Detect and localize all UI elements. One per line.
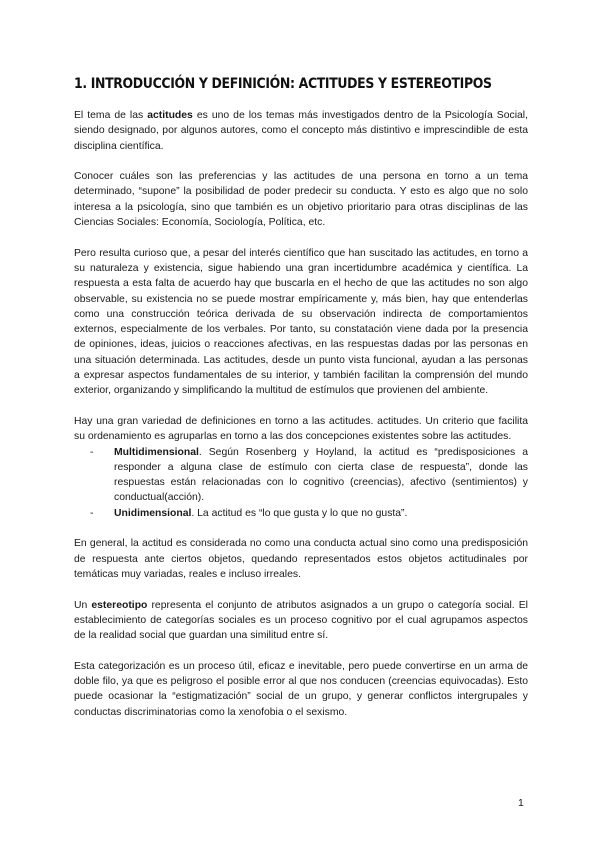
list-item [74, 506, 528, 521]
definition-list [74, 445, 528, 521]
list-dash: - [90, 446, 94, 458]
paragraph-3: Pero resulta curioso que, a pesar del interés científico que han suscitado las actitudes, en torno a su naturaleza y existencia, sigue habiendo una gran incertidumbre académica y científica. La respuesta a esta falta de acuerdo hay que buscarla en el hecho de que las actitudes no son algo observable, su existencia no se puede mostrar empíricamente y, más bien, hay que entenderlas como una construcción teórica derivada de su observación indirecta de comportamientos externos, especialmente de los verbales. Por tanto, su constatación viene dada por la presencia de opiniones, ideas, juicios o reacciones afectivas, en las respuestas dadas por las personas en una situación determinada. Las actitudes, desde un punto vista funcional, ayudan a las personas a expresar aspectos fundamentales de su interior, y también facilitan la comprensión del mundo exterior, organizando y simplificando la multitud de estímulos que provienen del ambiente. [74, 247, 528, 397]
term-actitudes: actitudes [147, 110, 193, 121]
paragraph-5: En general, la actitud es considerada no como una conducta actual sino como una predisposición de respuesta ante ciertos objetos, quedando representados estos objetos actitudinales por temáticas muy variadas, reales e incluso irreales. [74, 538, 528, 580]
section-heading: 1. INTRODUCCIÓN Y DEFINICIÓN: ACTITUDES Y ESTEREOTIPOS [74, 76, 492, 92]
paragraph-4: Hay una gran variedad de definiciones en torno a las actitudes. actitudes. Un criterio que facilita su ordenamiento es agruparlas en torno a las dos concepciones existentes sobre las actitudes. [74, 415, 528, 443]
term-unidimensional: Unidimensional [114, 507, 192, 519]
term-estereotipo: estereotipo [91, 599, 148, 611]
paragraph-1 [74, 108, 528, 154]
p6-text-start: Un [74, 599, 92, 611]
document-body [74, 108, 528, 735]
list-item-text: . Según Rosenberg y Hoyland, la actitud es “predisposiciones a responder a alguna clase de estímulo con cierta clase de respuesta”, donde las respuestas están relacionadas con lo cognitivo (creencias), afectivo (sentimientos) y conductual(acción). [114, 446, 528, 504]
list-item [74, 445, 528, 506]
list-item-text: . La actitud es “lo que gusta y lo que no gusta”. [191, 507, 408, 519]
paragraph-7: Esta categorización es un proceso útil, eficaz e inevitable, pero puede convertirse en un arma de doble filo, ya que es peligroso el posible error al que nos conducen (creencias equivocadas). Esto puede ocasionar la “estigmatización” social de un grupo, y generar conflictos intergrupales y conductas discriminatorias como la xenofobia o el sexismo. [74, 660, 528, 718]
p1-text-end: es uno de los temas más investigados dentro de la Psicología Social, siendo designado, por algunos autores, como el concepto más distintivo e imprescindible de esta disciplina científica. [74, 110, 528, 152]
term-multidimensional: Multidimensional [114, 446, 199, 458]
paragraph-6 [74, 598, 528, 644]
p1-text-start: El tema de las [74, 110, 148, 121]
list-dash: - [90, 507, 94, 519]
page-number: 1 [518, 798, 524, 809]
paragraph-2: Conocer cuáles son las preferencias y las actitudes de una persona en torno a un tema determinado, “supone” la posibilidad de poder predecir su conducta. Y esto es algo que no solo interesa a la psicología, sino que también es un objetivo prioritario para otras disciplinas de las Ciencias Sociales: Economía, Sociología, Política, etc. [74, 171, 528, 229]
p6-text-end: representa el conjunto de atributos asignados a un grupo o categoría social. El establecimiento de categorías sociales es un proceso cognitivo por el cual agrupamos aspectos de la realidad social que guardan una similitud entre sí. [74, 599, 528, 642]
